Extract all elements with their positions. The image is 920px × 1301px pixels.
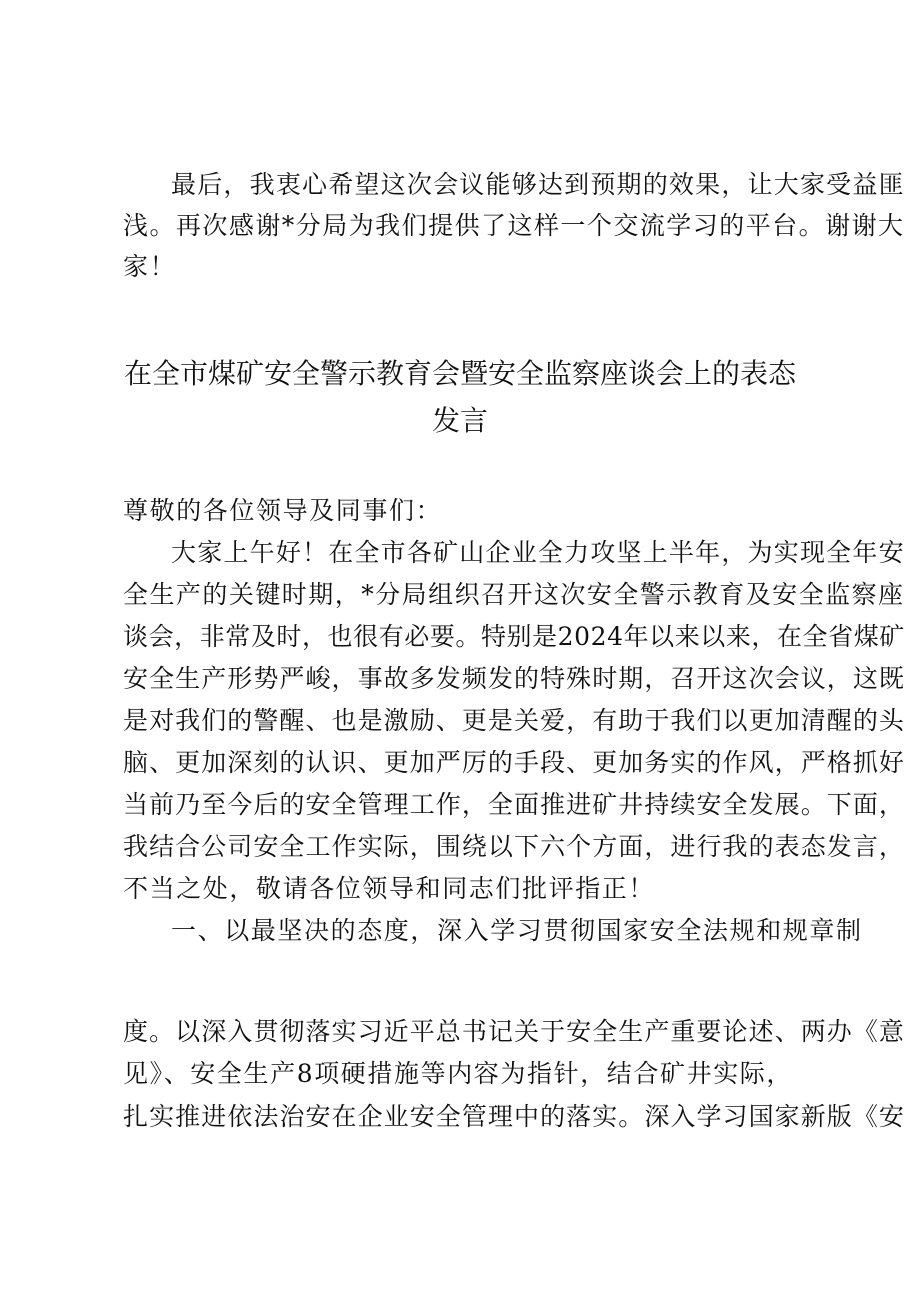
body-line-3: 谈会，非常及时，也很有必要。特别是2024年以来以来，在全省煤矿 — [123, 622, 905, 651]
salutation: 尊敬的各位领导及同事们： — [123, 496, 443, 525]
continued-line-1: 度。以深入贯彻落实习近平总书记关于安全生产重要论述、两办《意 — [123, 1017, 906, 1046]
closing-paragraph-line-3: 家！ — [123, 252, 177, 281]
body-line-8: 我结合公司安全工作实际，围绕以下六个方面，进行我的表态发言， — [123, 832, 906, 861]
section-heading-1: 一、以最坚决的态度，深入学习贯彻国家安全法规和规章制 — [171, 916, 863, 945]
body-line-4: 安全生产形势严峻，事故多发频发的特殊时期，召开这次会议，这既 — [123, 664, 906, 693]
continued-line-3: 扎实推进依法治安在企业安全管理中的落实。深入学习国家新版《安 — [123, 1102, 906, 1131]
continued-line-2: 见》、安全生产8项硬措施等内容为指针，结合矿井实际， — [123, 1059, 794, 1088]
body-line-7: 当前乃至今后的安全管理工作，全面推进矿井持续安全发展。下面， — [123, 790, 906, 819]
body-line-5: 是对我们的警醒、也是激励、更是关爱，有助于我们以更加清醒的头 — [123, 706, 906, 735]
closing-paragraph-line-2: 浅。再次感谢*分局为我们提供了这样一个交流学习的平台。谢谢大 — [123, 211, 905, 240]
body-line-6: 脑、更加深刻的认识、更加严厉的手段、更加务实的作风，严格抓好 — [123, 748, 906, 777]
body-line-9: 不当之处，敬请各位领导和同志们批评指正！ — [123, 874, 656, 903]
closing-paragraph-line-1: 最后，我衷心希望这次会议能够达到预期的效果，让大家受益匪 — [171, 170, 905, 199]
speech-title-line-2: 发言 — [431, 404, 488, 437]
body-line-2: 全生产的关键时期，*分局组织召开这次安全警示教育及安全监察座 — [123, 580, 905, 609]
body-line-1: 大家上午好！在全市各矿山企业全力攻坚上半年，为实现全年安 — [171, 538, 905, 567]
speech-title-line-1: 在全市煤矿安全警示教育会暨安全监察座谈会上的表态 — [123, 357, 796, 390]
